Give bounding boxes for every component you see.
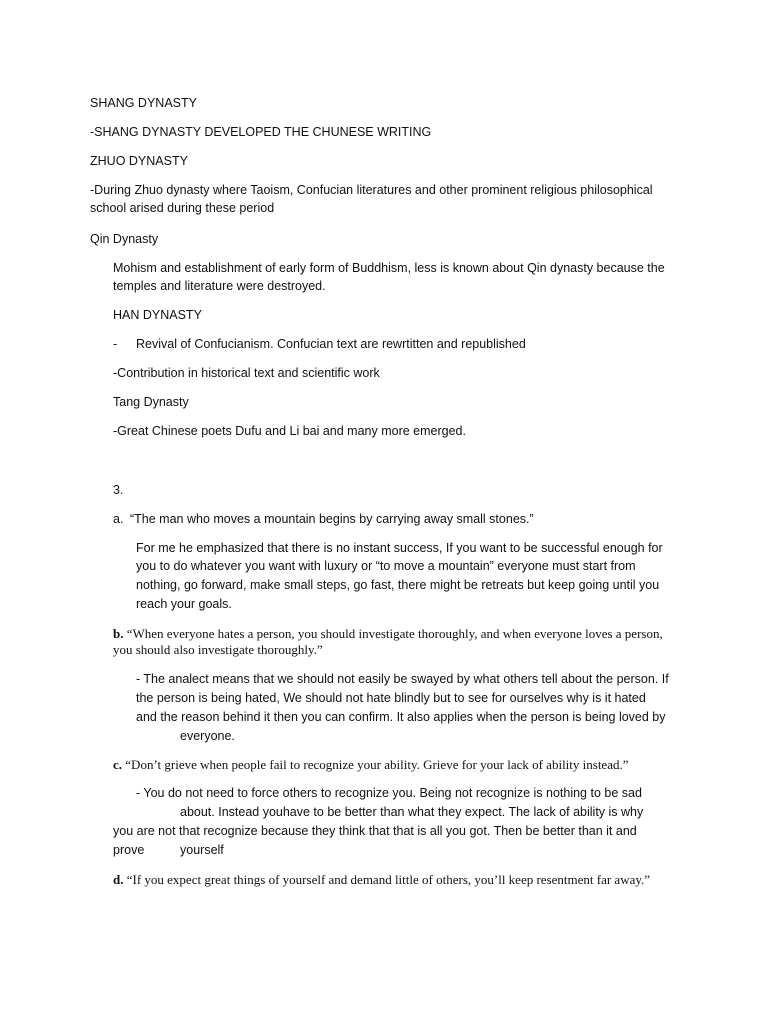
item-c-text-line-1: - You do not need to force others to recognize you. Being not recognize is nothing to be sad — [136, 786, 642, 800]
item-c-quote-line — [113, 757, 629, 773]
item-d-label: d. — [113, 872, 124, 887]
item-b-text-line-2: the person is being hated, We should not hate blindly but to see for ourselves why is it hated — [136, 691, 646, 705]
item-a-quote: “The man who moves a mountain begins by carrying away small stones.” — [130, 512, 534, 526]
item-c-text-line-3: you are not that recognize because they think that that is all you got. Then be better than it and — [113, 824, 637, 838]
item-b-quote-line-2: you should also investigate thoroughly.” — [113, 642, 323, 657]
qin-dynasty-heading: Qin Dynasty — [90, 232, 159, 246]
item-b-label: b. — [113, 626, 124, 641]
han-dynasty-heading: HAN DYNASTY — [113, 308, 202, 322]
item-c-label: c. — [113, 757, 123, 772]
item-c-text-line-4a: prove — [113, 843, 145, 857]
item-b-quote-line-1 — [113, 626, 663, 642]
item-c-text-line-4b: yourself — [180, 843, 224, 857]
item-a-text-line-2: you to do whatever you want with luxury or “to move a mountain” everyone must start from — [136, 559, 636, 573]
item-d-quote-text: “If you expect great things of yourself and demand little of others, you’ll keep resentment far away.” — [126, 872, 651, 887]
zhuo-dynasty-text-line-1: -During Zhuo dynasty where Taoism, Confucian literatures and other prominent religious philosophical — [90, 183, 653, 197]
item-b-text-line-1: - The analect means that we should not easily be swayed by what others tell about the person. If — [136, 672, 669, 686]
item-a-text-line-3: nothing, go forward, make small steps, go fast, there might be retreats but keep going until you — [136, 578, 660, 592]
han-dynasty-text-line-2: -Contribution in historical text and scientific work — [113, 366, 380, 380]
item-a-text-line-1: For me he emphasized that there is no instant success, If you want to be successful enough for — [136, 541, 663, 555]
zhuo-dynasty-text-line-2: school arised during these period — [90, 201, 275, 215]
item-d-quote-line — [113, 872, 650, 888]
tang-dynasty-heading: Tang Dynasty — [113, 395, 189, 409]
item-c-text-line-2: about. Instead youhave to be better than what they expect. The lack of ability is why — [180, 805, 644, 819]
zhuo-dynasty-heading: ZHUO DYNASTY — [90, 154, 188, 168]
han-dynasty-bullet: - — [113, 337, 118, 351]
shang-dynasty-text: -SHANG DYNASTY DEVELOPED THE CHUNESE WRITING — [90, 125, 432, 139]
item-a-text-line-4: reach your goals. — [136, 597, 232, 611]
section-number: 3. — [113, 483, 124, 497]
item-c-quote-text: “Don’t grieve when people fail to recognize your ability. Grieve for your lack of ability instead.” — [125, 757, 629, 772]
tang-dynasty-text: -Great Chinese poets Dufu and Li bai and many more emerged. — [113, 424, 466, 438]
item-b-quote-text: “When everyone hates a person, you should investigate thoroughly, and when everyone loves a person, — [126, 626, 663, 641]
qin-dynasty-text-line-1: Mohism and establishment of early form of Buddhism, less is known about Qin dynasty because the — [113, 261, 665, 275]
item-b-text-line-4: everyone. — [180, 729, 235, 743]
item-b-text-line-3: and the reason behind it then you can confirm. It also applies when the person is being loved by — [136, 710, 666, 724]
item-a-label: a. — [113, 512, 124, 526]
qin-dynasty-text-line-2: temples and literature were destroyed. — [113, 279, 326, 293]
han-dynasty-text-line-1: Revival of Confucianism. Confucian text are rewrtitten and republished — [136, 337, 526, 351]
shang-dynasty-heading: SHANG DYNASTY — [90, 96, 197, 110]
